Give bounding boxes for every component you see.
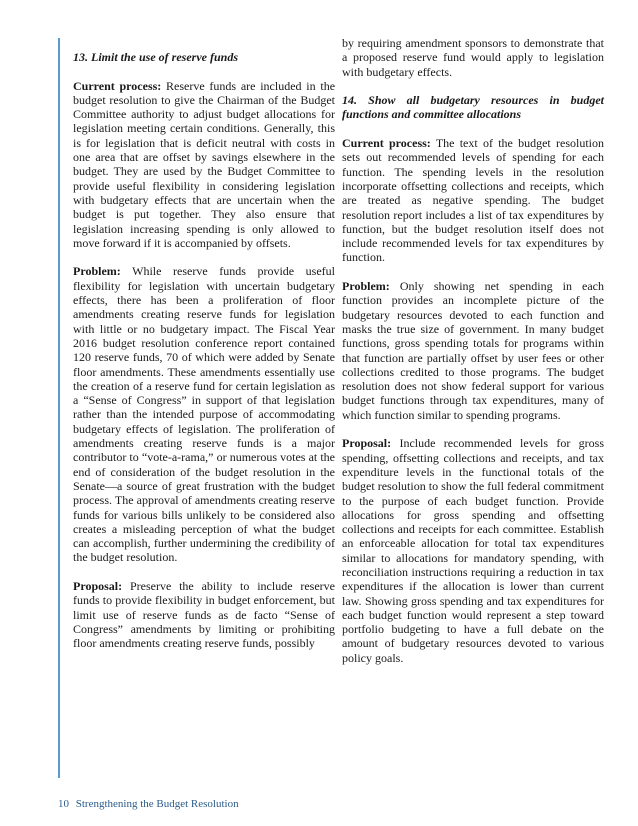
section-13-proposal xyxy=(73,579,335,650)
page-number: 10 xyxy=(58,798,69,810)
margin-rule xyxy=(58,38,60,778)
left-column xyxy=(73,50,335,650)
proposal-text: Include recommended levels for gross spending, offsetting collections and receipts, and tax expenditure levels in the functional totals of the budget resolution to show the full federal commitment to the purpose of each budget function. Provide allocations for gross spending and offsetting collections and receipts for each committee. Establish an enforceable allocation for total tax expenditures similar to allocations for mandatory spending, with reconciliation instructions requiring a reduction in tax expenditures if the allocation is lower than current law. Showing gross spending and tax expenditures for each budget function would represent a step toward portfolio budgeting to have a full debate on the amount of budgetary resources devoted to various policy goals. xyxy=(342,436,604,665)
section-14-proposal xyxy=(342,436,604,665)
section-14-current-process xyxy=(342,136,604,265)
section-13-proposal-continuation: by requiring amendment sponsors to demonstrate that a proposed reserve fund would apply to legislation with budgetary effects. xyxy=(342,36,604,79)
document-title: Strengthening the Budget Resolution xyxy=(75,798,239,810)
current-process-label: Current process: xyxy=(342,136,431,151)
current-process-text: The text of the budget resolution sets out recommended levels of spending for each function. The spending levels in the resolution incorporate offsetting collections and receipts, which are treated as negative spending. The budget resolution report includes a list of tax expenditures by function, but the budget resolution itself does not include recommended levels for tax expenditures by function. xyxy=(342,136,604,265)
proposal-text: Preserve the ability to include reserve funds to provide flexibility in budget enforcement, but limit use of reserve funds as de facto “Sense of Congress” amendments by limiting or prohibiting floor amendments creating reserve funds, possibly xyxy=(73,578,335,651)
right-column xyxy=(342,36,604,665)
proposal-label: Proposal: xyxy=(73,578,123,593)
page-footer xyxy=(58,798,239,810)
current-process-text: Reserve funds are included in the budget resolution to give the Chairman of the Budget Committee authority to adjust budget allocations for legislation meeting certain conditions. Generally, this is for legislation that is deficit neutral with costs in one area that are offset by savings elsewhere in the budget. They are used by the Budget Committee to provide useful flexibility in considering legislation with budgetary effects that are uncertain when the budget is put together. They also ensure that legislation increasing spending is only allowed to move forward if it is accompanied by offsets. xyxy=(73,78,336,250)
problem-text: While reserve funds provide useful flexibility for legislation with uncertain budgetary effects, there has been a proliferation of floor amendments creating reserve funds for legislation with little or no budgetary impact. The Fiscal Year 2016 budget resolution conference report contained 120 reserve funds, 70 of which were added by Senate floor amendments. These amendments essentially use the creation of a reserve fund for certain legislation as a “Sense of Congress” in support of that legislation rather than the intended purpose of accommodating budgetary effects of legislation. The proliferation of amendments creating reserve funds is a major contributor to “vote-a-rama,” or numerous votes at the end of consideration of the budget resolution in the Senate—a source of great frustration with the budget process. The approval of amendments creating reserve funds for various bills unlikely to be considered also creates a misleading perception of what the budget can accomplish, further undermining the credibility of the budget resolution. xyxy=(73,264,335,565)
section-13-heading: 13. Limit the use of reserve funds xyxy=(73,50,238,64)
proposal-label: Proposal: xyxy=(342,436,392,451)
problem-label: Problem: xyxy=(73,264,121,279)
section-13-problem xyxy=(73,264,335,564)
problem-label: Problem: xyxy=(342,279,390,294)
section-14-heading: 14. Show all budgetary resources in budget functions and committee allocations xyxy=(342,93,604,122)
section-13-current-process xyxy=(73,79,335,251)
problem-text: Only showing net spending in each function provides an incomplete picture of the budgetary resources devoted to each function and masks the true size of government. In many budget functions, gross spending totals for programs within that function are partially offset by user fees or other collections credited to those programs. The budget resolution does not show federal support for various budget functions through tax expenditures, many of which function similar to spending programs. xyxy=(342,279,604,422)
section-14-problem xyxy=(342,279,604,422)
current-process-label: Current process: xyxy=(73,78,162,93)
